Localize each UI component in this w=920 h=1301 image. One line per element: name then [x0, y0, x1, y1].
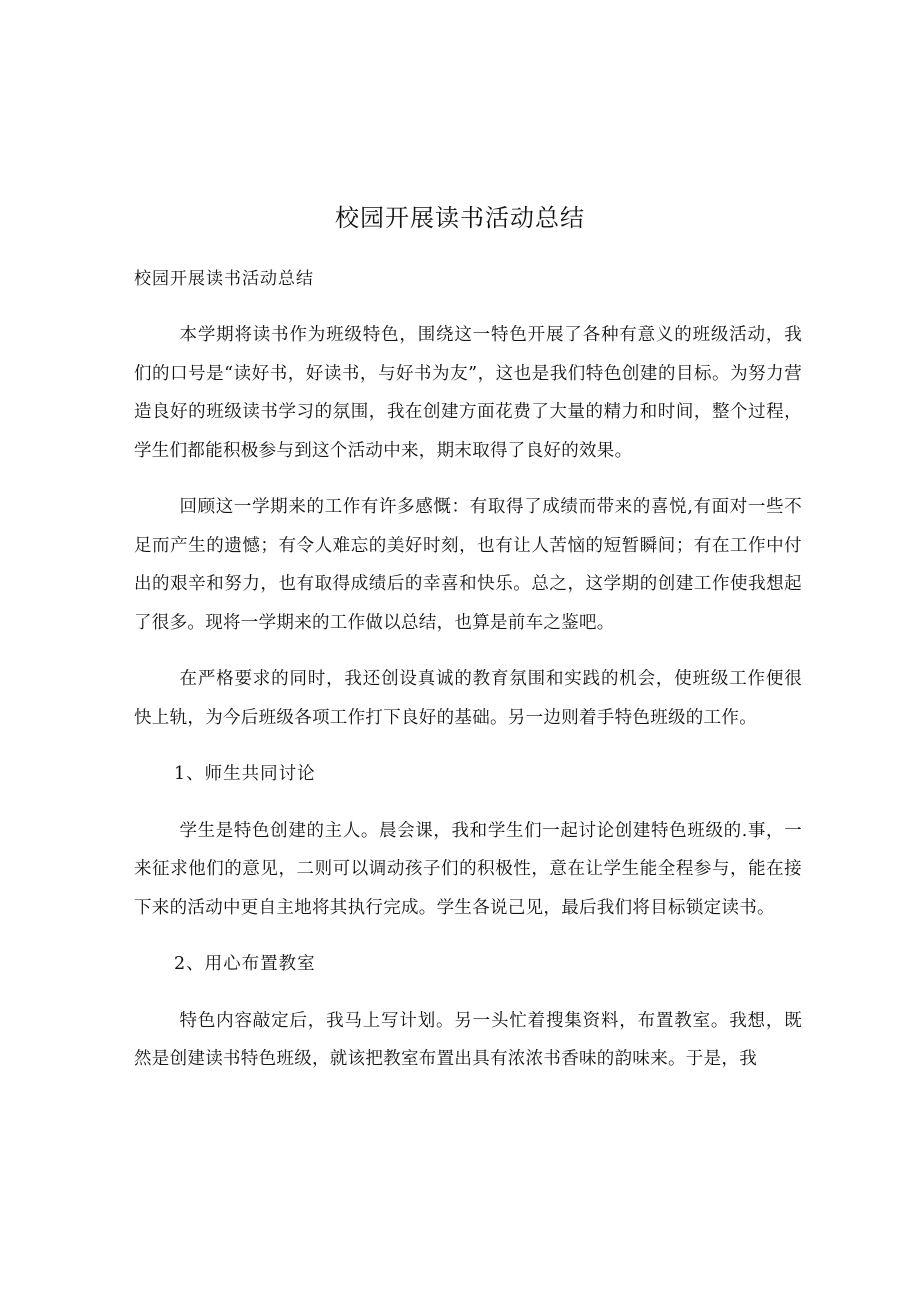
document-body — [134, 316, 802, 1097]
document-subtitle: 校园开展读书活动总结 — [134, 269, 314, 289]
paragraph-classroom: 特色内容敲定后，我马上写计划。另一头忙着搜集资料，布置教室。我想，既然是创建读书特色班级，就该把教室布置出具有浓浓书香味的韵味来。于是，我 — [134, 1010, 802, 1069]
paragraph-discussion: 学生是特色创建的主人。晨会课，我和学生们一起讨论创建特色班级的.事，一来征求他们的意见，二则可以调动孩子们的积极性，意在让学生能全程参与，能在接下来的活动中更自主地将其执行完成。学生各说己见，最后我们将目标锁定读书。 — [134, 820, 802, 918]
section-heading-classroom: 2、用心布置教室 — [174, 954, 316, 974]
paragraph-requirements: 在严格要求的同时，我还创设真诚的教育氛围和实践的机会，使班级工作便很快上轨，为今后班级各项工作打下良好的基础。另一边则着手特色班级的工作。 — [134, 669, 802, 728]
document-title: 校园开展读书活动总结 — [335, 204, 585, 232]
section-heading-discussion: 1、师生共同讨论 — [174, 764, 316, 784]
paragraph-review: 回顾这一学期来的工作有许多感慨：有取得了成绩而带来的喜悦,有面对一些不足而产生的遗憾；有令人难忘的美好时刻，也有让人苦恼的短暂瞬间；有在工作中付出的艰辛和努力，也有取得成绩后的幸喜和快乐。总之，这学期的创建工作使我想起了很多。现将一学期来的工作做以总结，也算是前车之鉴吧。 — [134, 497, 802, 633]
paragraph-intro: 本学期将读书作为班级特色，围绕这一特色开展了各种有意义的班级活动，我们的口号是“读好书，好读书，与好书为友”，这也是我们特色创建的目标。为努力营造良好的班级读书学习的氛围，我在创建方面花费了大量的精力和时间，整个过程，学生们都能积极参与到这个活动中来，期末取得了良好的效果。 — [134, 325, 802, 461]
